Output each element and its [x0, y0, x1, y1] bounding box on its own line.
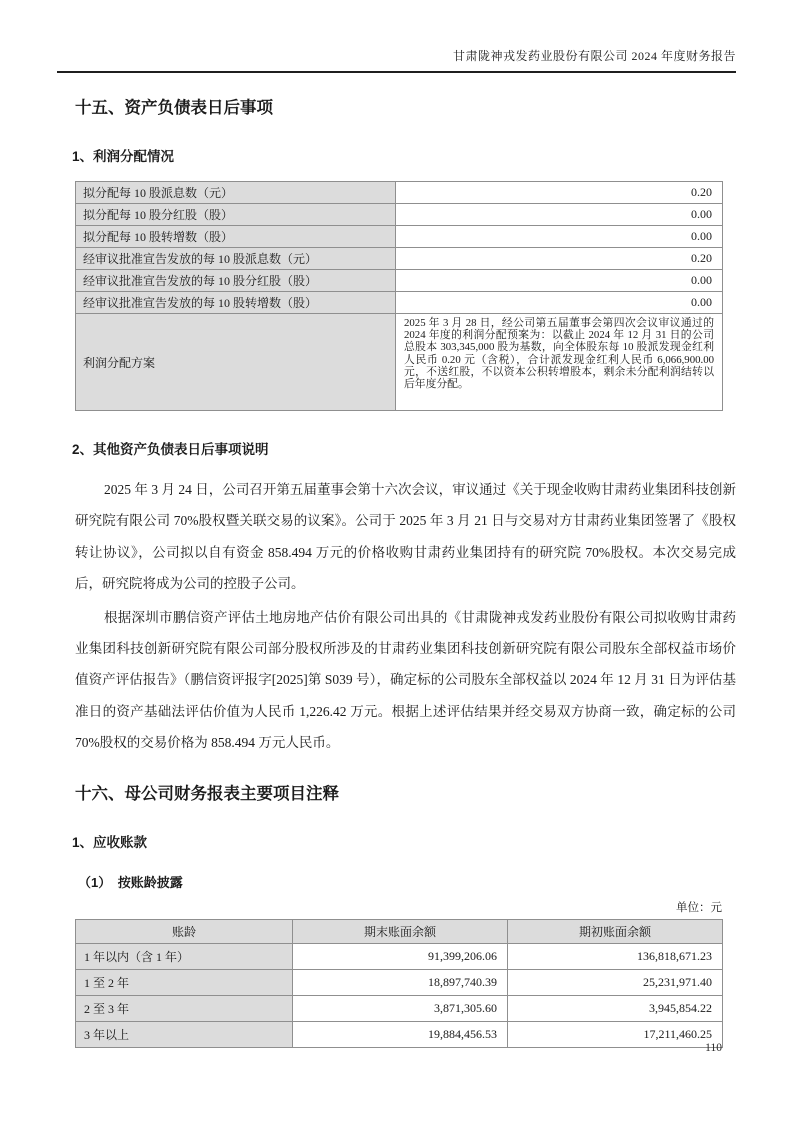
beginning-balance: 25,231,971.40 [508, 969, 723, 995]
aging-bucket: 3 年以上 [76, 1021, 293, 1047]
section-16-title: 十六、母公司财务报表主要项目注释 [75, 784, 339, 803]
row-label: 拟分配每 10 股转增数（股） [76, 226, 396, 248]
row-value: 0.00 [396, 270, 723, 292]
other-events-title: 2、其他资产负债表日后事项说明 [72, 442, 269, 457]
beginning-balance: 136,818,671.23 [508, 943, 723, 969]
table-row [76, 292, 723, 314]
aging-disclosure-title: （1） 按账龄披露 [78, 874, 183, 890]
table-row [76, 204, 723, 226]
row-value: 0.20 [396, 182, 723, 204]
paragraph-acquisition: 2025 年 3 月 24 日，公司召开第五届董事会第十六次会议，审议通过《关于现金收购甘肃药业集团科技创新研究院有限公司 70%股权暨关联交易的议案》。公司于 2025 年 3 月 21 日与交易对方甘肃药业集团签署了《股权转让协议》，公司拟以自有资金 858.494 万元的价格收购甘肃药业集团持有的研究院 70%股权。本次交易完成后，研究院将成为公司的控股子公司。 [75, 482, 736, 592]
col-header-beginning-balance: 期初账面余额 [508, 919, 723, 943]
row-label: 经审议批准宣告发放的每 10 股派息数（元） [76, 248, 396, 270]
plan-text: 2025 年 3 月 28 日，经公司第五届董事会第四次会议审议通过的 2024 年度的利润分配预案为：以截止 2024 年 12 月 31 日的公司总股本 303,345,000 股为基数，向全体股东每 10 股派发现金红利人民币 0.20 元（含税），合计派发现金红利人民币 6,066,900.00 元，不送红股，不以资本公积转增股本，剩余未分配利润结转以后年度分配。 [396, 314, 723, 411]
table-row [76, 1021, 723, 1047]
beginning-balance: 3,945,854.22 [508, 995, 723, 1021]
aging-bucket: 1 至 2 年 [76, 969, 293, 995]
paragraph-valuation: 根据深圳市鹏信资产评估土地房地产估价有限公司出具的《甘肃陇神戎发药业股份有限公司拟收购甘肃药业集团科技创新研究院有限公司部分股权所涉及的甘肃药业集团科技创新研究院有限公司股东全部权益市场价值资产评估报告》（鹏信资评报字[2025]第 S039 号），确定标的公司股东全部权益以 2024 年 12 月 31 日为评估基准日的资产基础法评估价值为人民币 1,226.42 万元。根据上述评估结果并经交易双方协商一致，确定标的公司 70%股权的交易价格为 858.494 万元人民币。 [75, 609, 736, 751]
plan-label: 利润分配方案 [76, 314, 396, 411]
receivables-title: 1、应收账款 [72, 834, 148, 850]
section-15-title: 十五、资产负债表日后事项 [75, 99, 273, 117]
unit-label: 单位：元 [676, 901, 722, 914]
aging-table [75, 919, 723, 1048]
profit-distribution-title: 1、利润分配情况 [72, 149, 175, 164]
table-row [76, 943, 723, 969]
row-label: 经审议批准宣告发放的每 10 股转增数（股） [76, 292, 396, 314]
aging-bucket: 1 年以内（含 1 年） [76, 943, 293, 969]
report-header: 甘肃陇神戎发药业股份有限公司 2024 年度财务报告 [57, 0, 736, 73]
row-value: 0.00 [396, 226, 723, 248]
row-value: 0.20 [396, 248, 723, 270]
table-row [76, 248, 723, 270]
row-label: 拟分配每 10 股派息数（元） [76, 182, 396, 204]
ending-balance: 18,897,740.39 [293, 969, 508, 995]
ending-balance: 19,884,456.53 [293, 1021, 508, 1047]
profit-distribution-table [75, 181, 723, 411]
ending-balance: 3,871,305.60 [293, 995, 508, 1021]
table-row-plan [76, 314, 723, 411]
ending-balance: 91,399,206.06 [293, 943, 508, 969]
col-header-ending-balance: 期末账面余额 [293, 919, 508, 943]
table-header-row [76, 919, 723, 943]
aging-bucket: 2 至 3 年 [76, 995, 293, 1021]
table-row [76, 226, 723, 248]
col-header-aging: 账龄 [76, 919, 293, 943]
row-label: 拟分配每 10 股分红股（股） [76, 204, 396, 226]
row-label: 经审议批准宣告发放的每 10 股分红股（股） [76, 270, 396, 292]
table-row [76, 995, 723, 1021]
table-row [76, 270, 723, 292]
page-number: 110 [705, 1042, 722, 1054]
table-row [76, 182, 723, 204]
beginning-balance: 17,211,460.25 [508, 1021, 723, 1047]
row-value: 0.00 [396, 204, 723, 226]
row-value: 0.00 [396, 292, 723, 314]
table-row [76, 969, 723, 995]
